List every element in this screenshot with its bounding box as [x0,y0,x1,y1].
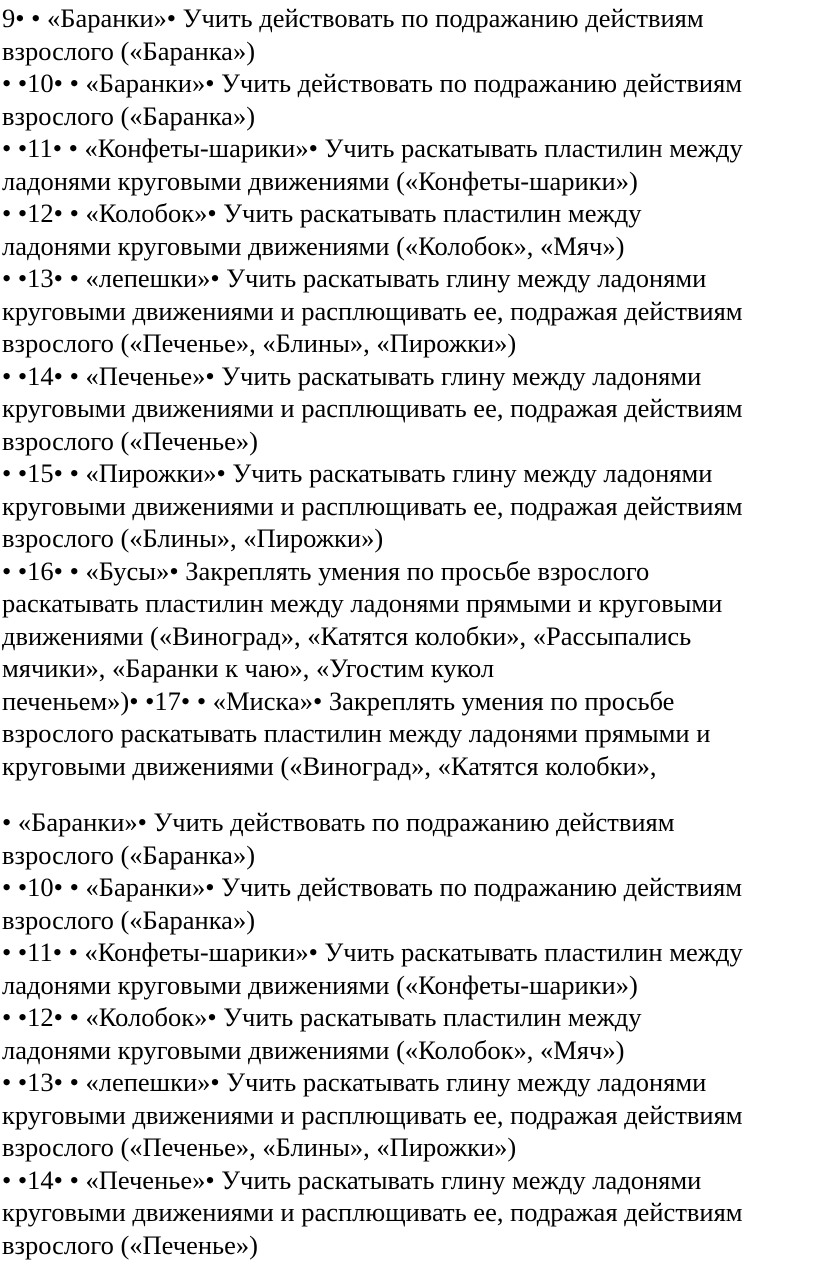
text-line: круговыми движениями и расплющивать ее, подражая действиям [2,1196,810,1229]
text-line: взрослого («Печенье», «Блины», «Пирожки») [2,1131,810,1164]
text-line: взрослого («Баранка») [2,35,810,68]
text-line: • •12• • «Колобок»• Учить раскатывать пластилин между [2,1001,810,1034]
text-line: • •15• • «Пирожки»• Учить раскатывать глину между ладонями [2,457,810,490]
text-line: раскатывать пластилин между ладонями прямыми и круговыми [2,587,810,620]
text-line: • •11• • «Конфеты-шарики»• Учить раскатывать пластилин между [2,936,810,969]
text-line: • •11• • «Конфеты-шарики»• Учить раскатывать пластилин между [2,132,810,165]
text-line: взрослого («Баранка») [2,100,810,133]
text-line: печеньем»)• •17• • «Миска»• Закреплять умения по просьбе [2,685,810,718]
text-line: • •14• • «Печенье»• Учить раскатывать глину между ладонями [2,1164,810,1197]
text-line: • •13• • «лепешки»• Учить раскатывать глину между ладонями [2,1066,810,1099]
text-line: круговыми движениями и расплющивать ее, подражая действиям [2,392,810,425]
text-line: • •10• • «Баранки»• Учить действовать по подражанию действиям [2,871,810,904]
text-line: взрослого («Печенье») [2,425,810,458]
text-line: взрослого («Баранка») [2,904,810,937]
text-line: • •16• • «Бусы»• Закреплять умения по просьбе взрослого [2,555,810,588]
text-line: взрослого («Блины», «Пирожки») [2,522,810,555]
text-line: движениями («Виноград», «Катятся колобки», «Рассыпались [2,620,810,653]
text-line: • «Баранки»• Учить действовать по подражанию действиям [2,806,810,839]
text-block-2 [2,806,810,1261]
text-line: взрослого («Баранка») [2,839,810,872]
text-line: ладонями круговыми движениями («Конфеты-шарики») [2,969,810,1002]
text-block-1 [2,2,810,782]
text-line: ладонями круговыми движениями («Конфеты-шарики») [2,165,810,198]
text-line: ладонями круговыми движениями («Колобок», «Мяч») [2,1034,810,1067]
text-line: взрослого («Печенье», «Блины», «Пирожки») [2,327,810,360]
text-line: мячики», «Баранки к чаю», «Угостим кукол [2,652,810,685]
text-line: круговыми движениями и расплющивать ее, подражая действиям [2,1099,810,1132]
text-line: • •10• • «Баранки»• Учить действовать по подражанию действиям [2,67,810,100]
text-line: круговыми движениями и расплющивать ее, подражая действиям [2,295,810,328]
text-line: круговыми движениями («Виноград», «Катятся колобки», [2,750,810,783]
text-line: • •12• • «Колобок»• Учить раскатывать пластилин между [2,197,810,230]
text-line: взрослого («Печенье») [2,1229,810,1261]
text-line: • •14• • «Печенье»• Учить раскатывать глину между ладонями [2,360,810,393]
text-line: круговыми движениями и расплющивать ее, подражая действиям [2,490,810,523]
text-line: взрослого раскатывать пластилин между ладонями прямыми и [2,717,810,750]
text-line: 9• • «Баранки»• Учить действовать по подражанию действиям [2,2,810,35]
text-line: ладонями круговыми движениями («Колобок», «Мяч») [2,230,810,263]
text-line: • •13• • «лепешки»• Учить раскатывать глину между ладонями [2,262,810,295]
